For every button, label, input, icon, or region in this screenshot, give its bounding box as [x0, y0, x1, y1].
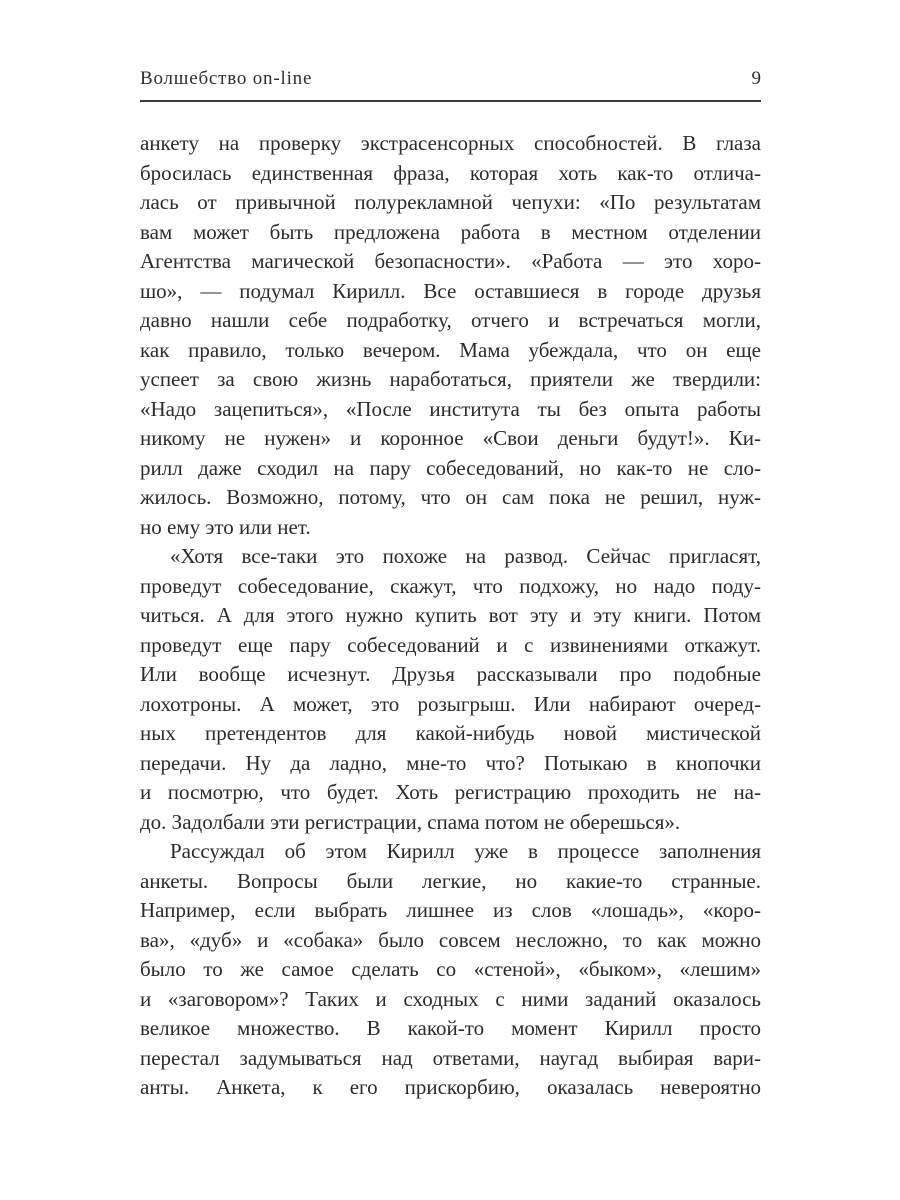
- text-line: до. Задолбали эти регистрации, спама потом не оберешься».: [140, 809, 681, 834]
- paragraph-3: [140, 837, 761, 1103]
- text-line: Рассуждал об этом Кирилл уже в процессе заполнения: [170, 839, 761, 863]
- text-line: передачи. Ну да ладно, мне-то что? Потыкаю в кнопочки: [140, 750, 761, 775]
- paragraph-1: [140, 129, 761, 542]
- running-title: Волшебство on-line: [140, 68, 313, 89]
- header-rule: [140, 100, 761, 102]
- text-line: было то же самое сделать со «стеной», «быком», «лешим»: [140, 957, 761, 981]
- text-line: но ему это или нет.: [140, 514, 311, 539]
- text-line: читься. А для этого нужно купить вот эту и эту книги. Потом: [140, 603, 761, 627]
- text-line: рилл даже сходил на пару собеседований, но как-то не сло-: [140, 455, 761, 480]
- text-line: Например, если выбрать лишнее из слов «лошадь», «коро-: [140, 898, 761, 922]
- text-line: анкеты. Вопросы были легкие, но какие-то странные.: [140, 868, 761, 893]
- text-line: как правило, только вечером. Мама убеждала, что он еще: [140, 337, 761, 362]
- text-line: лохотроны. А может, это розыгрыш. Или набирают очеред-: [140, 691, 761, 716]
- text-line: успеет за свою жизнь наработаться, приятели же твердили:: [140, 367, 761, 391]
- text-line: жилось. Возможно, потому, что он сам пока не решил, нуж-: [140, 485, 761, 509]
- text-line: Агентства магической безопасности». «Работа — это хоро-: [140, 249, 761, 273]
- text-line: и «заговором»? Таких и сходных с ними заданий оказалось: [140, 986, 761, 1011]
- text-line: шо», — подумал Кирилл. Все оставшиеся в городе друзья: [140, 278, 761, 303]
- text-line: «Надо зацепиться», «После института ты без опыта работы: [140, 396, 761, 421]
- text-line: и посмотрю, что будет. Хоть регистрацию проходить не на-: [140, 780, 761, 804]
- text-line: анты. Анкета, к его прискорбию, оказалась невероятно: [140, 1075, 761, 1099]
- text-line: давно нашли себе подработку, отчего и встречаться могли,: [140, 308, 761, 332]
- page-number: 9: [751, 68, 761, 89]
- text-line: никому не нужен» и коронное «Свои деньги будут!». Ки-: [140, 426, 761, 450]
- text-body: [140, 129, 761, 1103]
- text-line: ных претендентов для какой-нибудь новой мистической: [140, 721, 761, 745]
- paragraph-2: [140, 542, 761, 837]
- text-line: Или вообще исчезнут. Друзья рассказывали про подобные: [140, 662, 761, 686]
- text-line: проведут еще пару собеседований и с извинениями откажут.: [140, 632, 761, 657]
- page-header: [140, 68, 761, 90]
- text-line: перестал задумываться над ответами, наугад выбирая вари-: [140, 1045, 761, 1070]
- text-line: ва», «дуб» и «собака» было совсем несложно, то как можно: [140, 927, 761, 952]
- text-line: лась от привычной полурекламной чепухи: «По результатам: [140, 190, 761, 214]
- text-line: анкету на проверку экстрасенсорных способностей. В глаза: [140, 131, 761, 155]
- text-line: вам может быть предложена работа в местном отделении: [140, 219, 761, 244]
- text-line: бросилась единственная фраза, которая хоть как-то отлича-: [140, 160, 761, 185]
- text-line: проведут собеседование, скажут, что подхожу, но надо поду-: [140, 573, 761, 598]
- text-line: «Хотя все-таки это похоже на развод. Сейчас пригласят,: [170, 544, 761, 568]
- text-line: великое множество. В какой-то момент Кирилл просто: [140, 1016, 761, 1040]
